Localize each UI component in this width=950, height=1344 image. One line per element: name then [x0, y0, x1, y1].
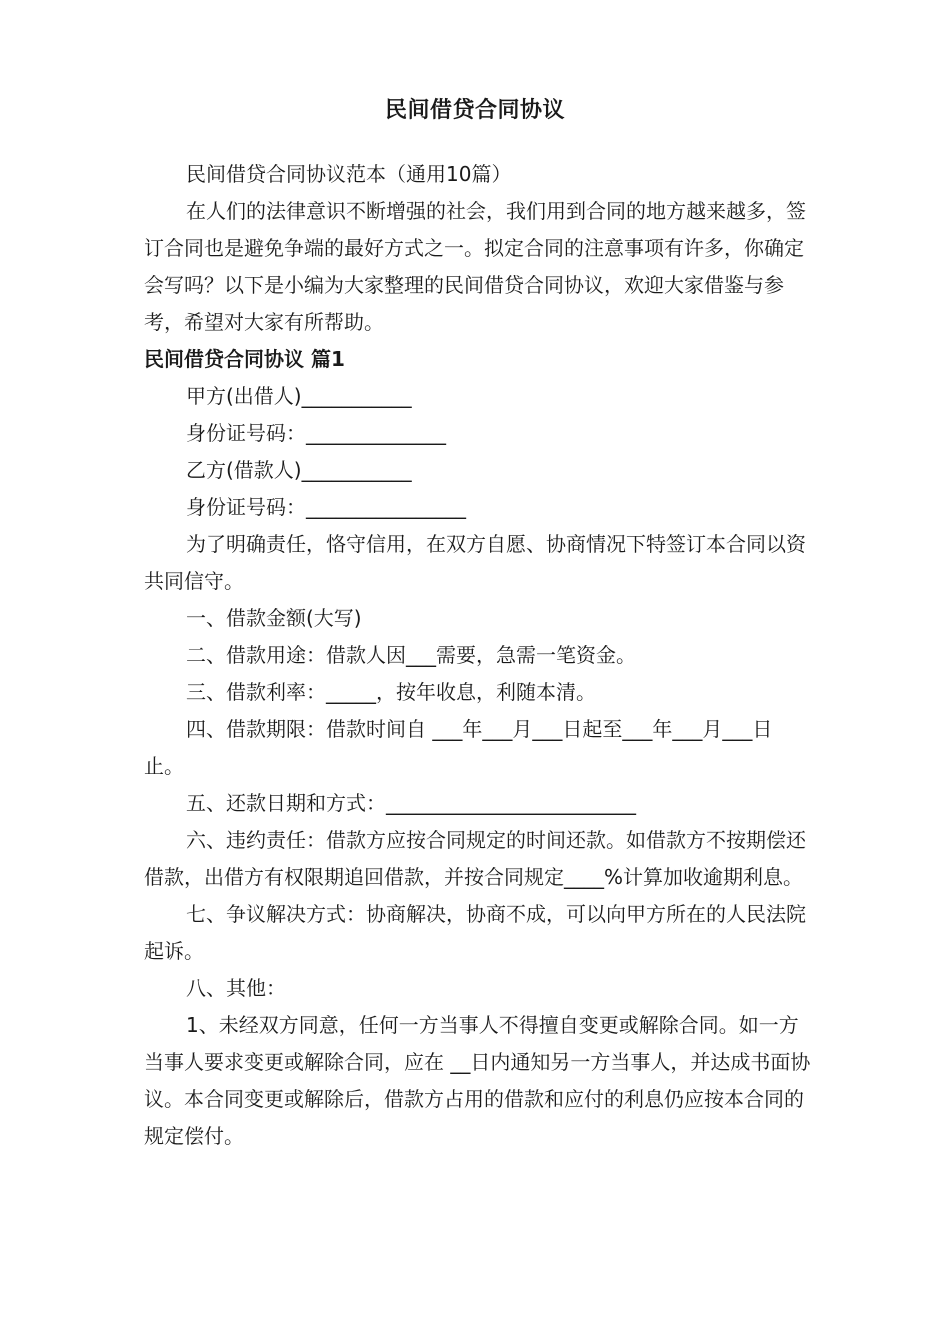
clause-liability: 六、违约责任：借款方应按合同规定的时间还款。如借款方不按期偿还借款，出借方有权限期追回借款，并按合同规定____%计算加收逾期利息。	[144, 828, 806, 889]
clause-purpose: 二、借款用途：借款人因___需要，急需一笔资金。	[186, 643, 636, 667]
subtitle-paragraph: 民间借贷合同协议范本（通用10篇）	[186, 162, 512, 186]
clause-other-item-1: 1、未经双方同意，任何一方当事人不得擅自变更或解除合同。如一方当事人要求变更或解除合同，应在 __日内通知另一方当事人，并达成书面协议。本合同变更或解除后，借款方占用的借款和应付的利息仍应按本合同的规定偿付。	[144, 1013, 811, 1148]
clause-interest: 三、借款利率：_____，按年收息，利随本清。	[186, 680, 596, 704]
party-b-id-line: 身份证号码：________________	[186, 495, 466, 519]
intro-paragraph: 在人们的法律意识不断增强的社会，我们用到合同的地方越来越多，签订合同也是避免争端的最好方式之一。拟定合同的注意事项有许多，你确定会写吗？以下是小编为大家整理的民间借贷合同协议，欢迎大家借鉴与参考，希望对大家有所帮助。	[144, 199, 806, 334]
clause-other: 八、其他：	[186, 976, 286, 1000]
clause-repayment: 五、还款日期和方式：_________________________	[186, 791, 636, 815]
party-b-line: 乙方(借款人)___________	[186, 458, 412, 482]
clause-amount: 一、借款金额(大写)	[186, 606, 362, 630]
party-a-id-line: 身份证号码：______________	[186, 421, 446, 445]
party-a-line: 甲方(出借人)___________	[186, 384, 412, 408]
document-title: 民间借贷合同协议	[384, 98, 565, 123]
clause-dispute: 七、争议解决方式：协商解决，协商不成，可以向甲方所在的人民法院起诉。	[144, 902, 806, 963]
clause-term: 四、借款期限：借款时间自 ___年___月___日起至___年___月___日止。	[144, 717, 773, 778]
preamble-paragraph: 为了明确责任，恪守信用，在双方自愿、协商情况下特签订本合同以资共同信守。	[144, 532, 806, 593]
document-body	[144, 156, 812, 1155]
section-heading: 民间借贷合同协议 篇1	[144, 347, 345, 371]
